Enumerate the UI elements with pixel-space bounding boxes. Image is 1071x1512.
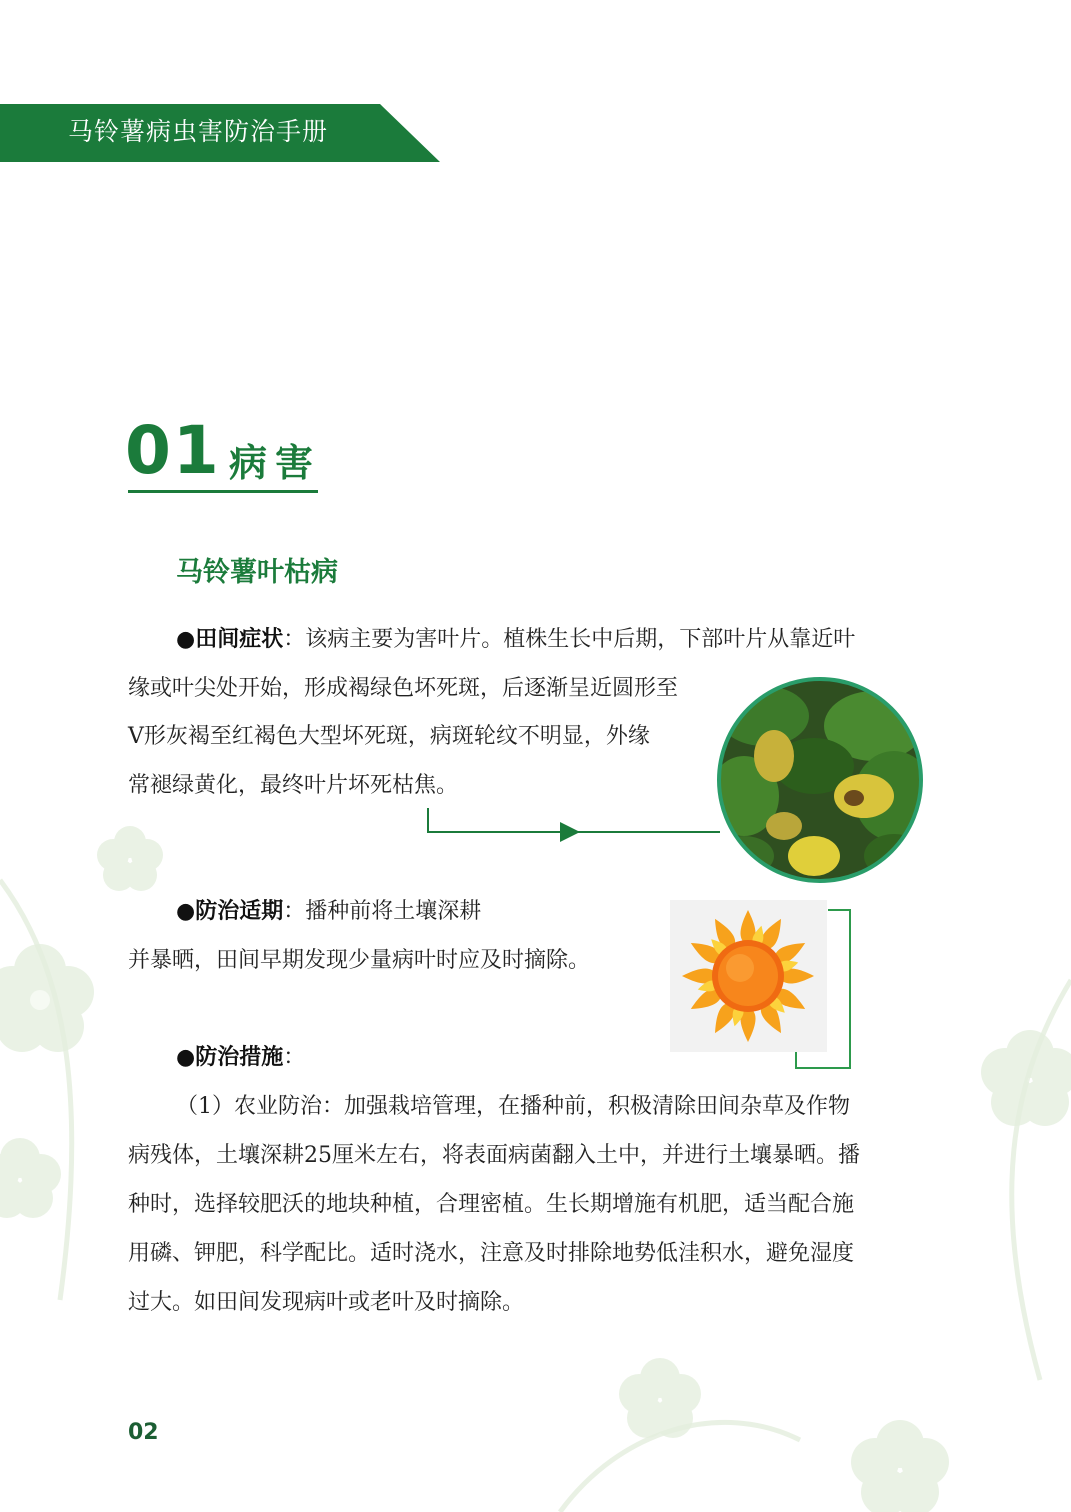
measures-label: ●防治措施 xyxy=(176,1045,284,1070)
symptoms-line: ●田间症状：该病主要为害叶片。植株生长中后期，下部叶片从靠近叶 xyxy=(176,627,856,652)
sun-icon xyxy=(670,900,827,1052)
timing-line: 并暴晒，田间早期发现少量病叶时应及时摘除。 xyxy=(128,948,591,973)
measures-line: （1）农业防治：加强栽培管理，在播种前，积极清除田间杂草及作物 xyxy=(176,1094,850,1119)
page-number: 02 xyxy=(128,1420,159,1445)
section-title: 马铃薯叶枯病 xyxy=(176,557,338,588)
chapter-underline xyxy=(128,490,318,493)
measures-line: 过大。如田间发现病叶或老叶及时摘除。 xyxy=(128,1290,525,1315)
measures-heading xyxy=(176,1043,305,1073)
measures-line: 种时，选择较肥沃的地块种植，合理密植。生长期增施有机肥，适当配合施 xyxy=(128,1192,855,1217)
measures-line: 用磷、钾肥，科学配比。适时浇水，注意及时排除地势低洼积水，避免湿度 xyxy=(128,1241,855,1266)
chapter-number: 01 xyxy=(125,412,221,489)
timing-line: ●防治适期：播种前将土壤深耕 xyxy=(176,899,482,924)
symptoms-line: V形灰褐至红褐色大型坏死斑，病斑轮纹不明显，外缘 xyxy=(128,724,650,749)
timing-label: ●防治适期 xyxy=(176,899,284,924)
measures-sep: ： xyxy=(283,1045,306,1070)
header-title: 马铃薯病虫害防治手册 xyxy=(68,117,329,146)
symptoms-line: 常褪绿黄化，最终叶片坏死枯焦。 xyxy=(128,773,459,798)
chapter-title: 病害 xyxy=(229,441,322,485)
symptoms-label: ●田间症状 xyxy=(176,627,284,652)
potato-leaf-blight-photo xyxy=(714,676,926,884)
symptoms-line: 缘或叶尖处开始，形成褐绿色坏死斑，后逐渐呈近圆形至 xyxy=(128,676,679,701)
measures-line: 病残体，土壤深耕25厘米左右，将表面病菌翻入土中，并进行土壤暴晒。播 xyxy=(128,1143,860,1168)
symptoms-sep: ： xyxy=(283,627,306,652)
timing-sep: ： xyxy=(283,899,306,924)
